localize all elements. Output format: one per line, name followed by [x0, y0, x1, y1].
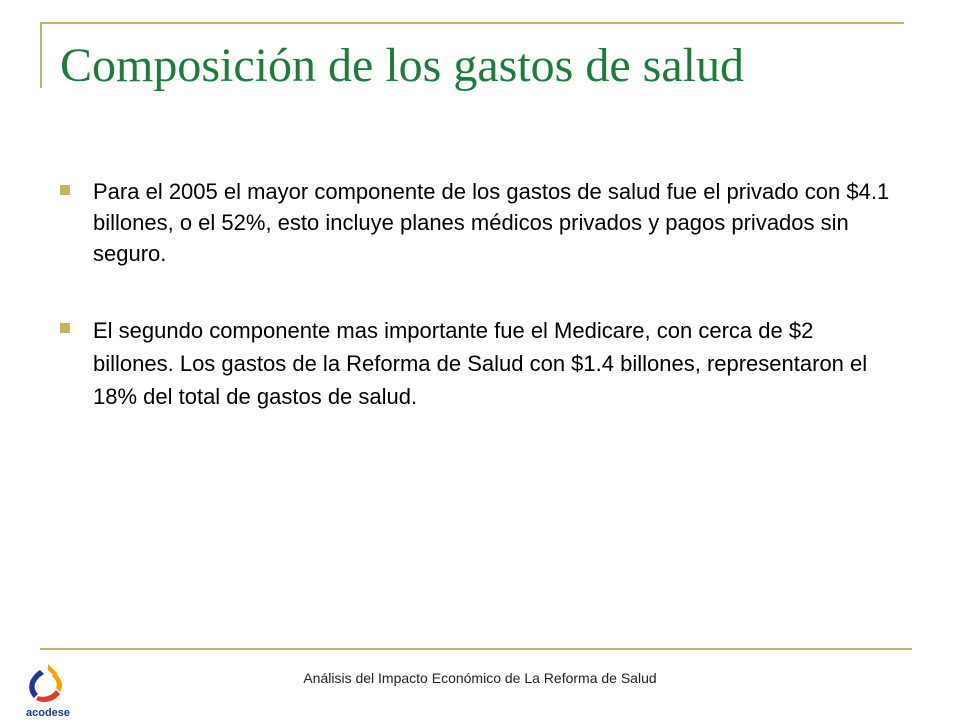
logo-wordmark: acodese	[25, 707, 71, 719]
square-bullet-icon	[60, 323, 70, 333]
title-frame-left-rule	[40, 22, 42, 88]
bullet-text: Para el 2005 el mayor componente de los gastos de salud fue el privado con $4.1 billones, o el 52%, esto incluye planes médicos privados y pagos privados sin seguro.	[93, 179, 890, 266]
bullet-text: El segundo componente mas importante fue el Medicare, con cerca de $2 billones. Los gastos de la Reforma de Salud con $1.4 billones, representaron el 18% del total de gastos de salud.	[93, 318, 868, 409]
acodese-logo	[18, 660, 78, 720]
footer-text: Análisis del Impacto Económico de La Reforma de Salud	[303, 670, 657, 686]
footer-rule	[40, 648, 912, 650]
bullet-item	[60, 176, 900, 269]
bullet-item	[60, 314, 900, 413]
slide-title: Composición de los gastos de salud	[60, 39, 744, 92]
square-bullet-icon	[60, 185, 70, 195]
title-frame-top-rule	[40, 22, 904, 24]
bullet-list	[60, 176, 900, 458]
